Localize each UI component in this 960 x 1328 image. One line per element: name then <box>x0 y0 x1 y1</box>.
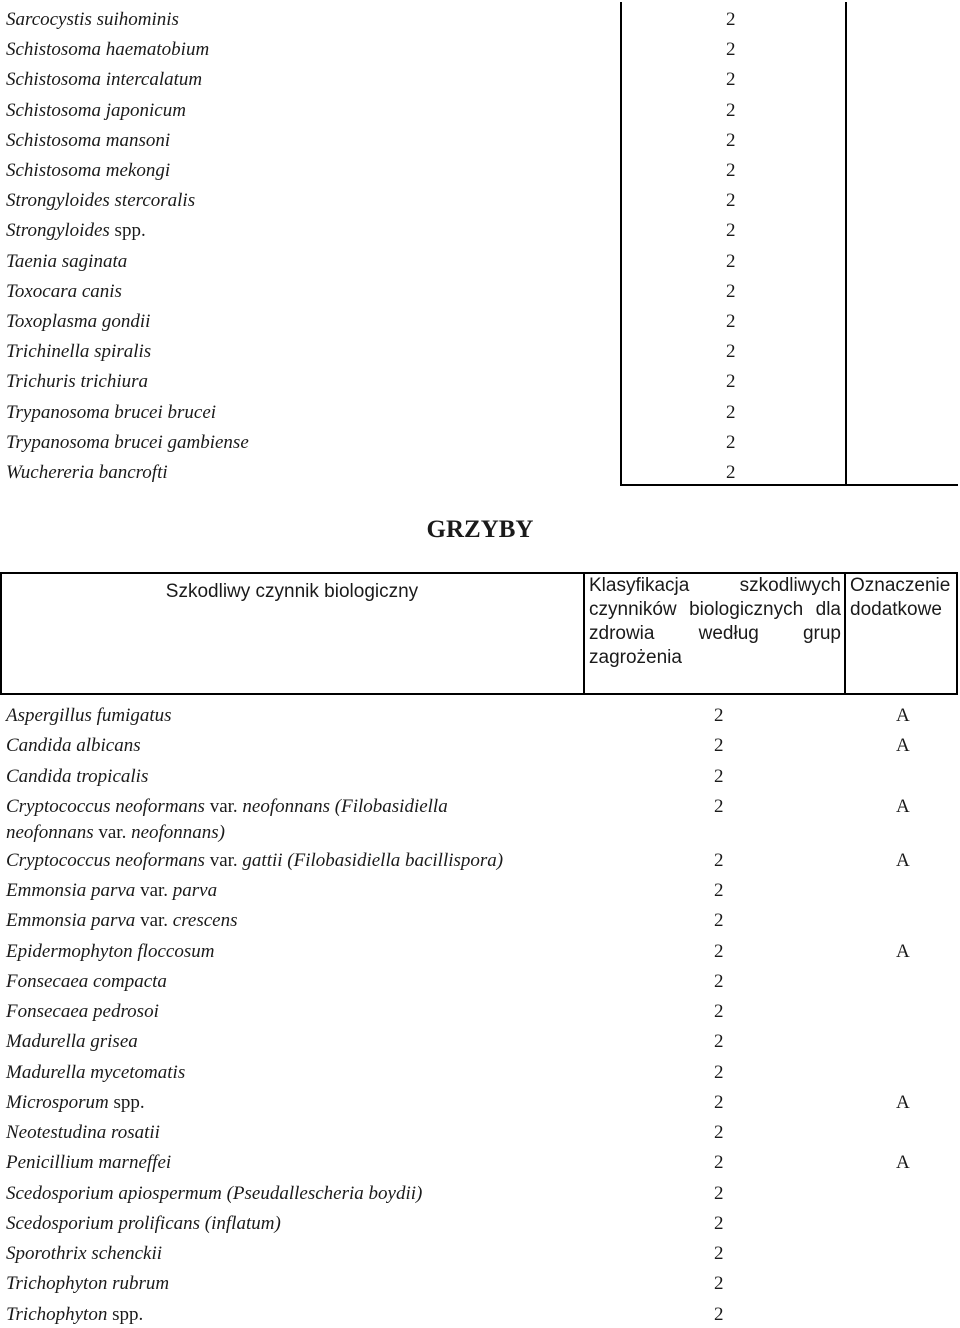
organism-name: Toxocara canis <box>6 280 122 302</box>
list-item <box>6 126 756 156</box>
organism-name: Scedosporium prolificans (inflatum) <box>6 1212 281 1234</box>
organism-name: Emmonsia parva var. crescens <box>6 910 238 932</box>
risk-group: 2 <box>726 462 736 483</box>
organism-name: Trypanosoma brucei gambiense <box>6 431 249 453</box>
fungi-table <box>0 572 960 1328</box>
organism-name: Schistosoma haematobium <box>6 39 210 61</box>
list-item <box>6 247 756 277</box>
organism-name: Schistosoma intercalatum <box>6 69 203 91</box>
list-item <box>6 156 756 186</box>
risk-group: 2 <box>714 735 724 757</box>
header-classification: Klasyfikacja szkodliwych czynników biologicznych dla zdrowia według grup zagrożenia <box>589 575 841 668</box>
risk-group: 2 <box>726 160 736 181</box>
organism-name: Aspergillus fumigatus <box>6 705 172 726</box>
header-agent: Szkodliwy czynnik biologiczny <box>165 581 419 602</box>
list-item <box>6 96 756 126</box>
risk-group: 2 <box>714 1031 724 1053</box>
risk-group: 2 <box>714 765 724 787</box>
list-item <box>6 216 756 246</box>
risk-group: 2 <box>726 341 736 363</box>
additional-marking: A <box>896 795 910 817</box>
risk-group: 2 <box>714 1091 724 1113</box>
list-item <box>6 307 756 337</box>
organism-name: Toxoplasma gondii <box>6 311 151 332</box>
risk-group: 2 <box>714 970 724 992</box>
list-item <box>6 367 756 397</box>
organism-name: Fonsecaea pedrosoi <box>6 1001 159 1022</box>
risk-group: 2 <box>714 940 724 962</box>
risk-group: 2 <box>714 1122 724 1143</box>
organism-name: Microsporum spp. <box>6 1091 145 1113</box>
additional-marking: A <box>896 1091 910 1113</box>
list-item <box>6 277 756 307</box>
organism-name: Emmonsia parva var. parva <box>6 880 218 901</box>
list-item <box>6 337 756 367</box>
header-additional-marking: Oznaczenie dodatkowe <box>850 575 951 620</box>
risk-group: 2 <box>714 880 724 901</box>
organism-name: Cryptococcus neoformans var. gattii (Filobasidiella bacillispora) <box>6 849 504 871</box>
organism-name: Cryptococcus neoformans var. neofonnans (Filobasidiella neofonnans var. neofonnans) <box>6 795 448 843</box>
header-bottom-rule <box>0 693 958 695</box>
risk-group: 2 <box>714 1061 724 1083</box>
organism-name: Strongyloides spp. <box>6 220 146 242</box>
organism-name: Schistosoma mansoni <box>6 129 171 151</box>
risk-group: 2 <box>726 99 736 121</box>
organism-name: Scedosporium apiospermum (Pseudallescheria boydii) <box>6 1182 423 1204</box>
list-item <box>6 458 756 488</box>
list-item <box>6 65 756 95</box>
risk-group: 2 <box>714 910 724 932</box>
list-item <box>6 186 756 216</box>
risk-group: 2 <box>714 1182 724 1204</box>
additional-marking: A <box>896 705 910 726</box>
risk-group: 2 <box>714 1243 724 1264</box>
organism-name: Strongyloides stercoralis <box>6 190 196 212</box>
risk-group: 2 <box>726 9 736 30</box>
risk-group: 2 <box>714 1001 724 1022</box>
additional-marking: A <box>896 1152 910 1174</box>
risk-group: 2 <box>726 401 736 423</box>
risk-group: 2 <box>714 795 724 817</box>
risk-group: 2 <box>726 69 736 91</box>
organism-name: Neotestudina rosatii <box>6 1122 160 1143</box>
organism-name: Sporothrix schenckii <box>6 1243 163 1264</box>
column-divider <box>845 2 847 486</box>
organism-name: Madurella grisea <box>6 1031 138 1053</box>
list-item <box>6 35 756 65</box>
organism-name: Trichuris trichiura <box>6 371 148 393</box>
risk-group: 2 <box>726 220 736 242</box>
risk-group: 2 <box>726 311 736 332</box>
organism-name: Taenia saginata <box>6 250 128 272</box>
parasites-section <box>0 0 960 488</box>
organism-name: Trichinella spiralis <box>6 341 152 363</box>
organism-name: Wuchereria bancrofti <box>6 462 168 483</box>
organism-name: Sarcocystis suihominis <box>6 9 179 30</box>
organism-name: Fonsecaea compacta <box>6 970 167 992</box>
organism-name: Trypanosoma brucei brucei <box>6 401 217 423</box>
risk-group: 2 <box>714 1152 724 1174</box>
risk-group: 2 <box>726 39 736 61</box>
list-item <box>6 5 756 35</box>
additional-marking: A <box>896 849 910 871</box>
organism-name: Penicillium marneffei <box>6 1152 172 1174</box>
risk-group: 2 <box>726 280 736 302</box>
risk-group: 2 <box>714 1212 724 1234</box>
list-item <box>6 398 756 428</box>
column-divider <box>844 572 846 693</box>
risk-group: 2 <box>714 1303 724 1325</box>
organism-name: Candida albicans <box>6 735 141 757</box>
list-item <box>6 428 756 458</box>
section-title: GRZYBY <box>426 516 534 543</box>
organism-name: Madurella mycetomatis <box>6 1061 186 1083</box>
organism-name: Schistosoma japonicum <box>6 99 186 121</box>
additional-marking: A <box>896 940 910 962</box>
risk-group: 2 <box>714 705 724 726</box>
risk-group: 2 <box>726 129 736 151</box>
organism-name: Trichophyton spp. <box>6 1303 144 1325</box>
organism-name: Schistosoma mekongi <box>6 160 171 181</box>
risk-group: 2 <box>726 371 736 393</box>
organism-name: Epidermophyton floccosum <box>6 940 215 962</box>
organism-name: Candida tropicalis <box>6 765 149 787</box>
organism-name: Trichophyton rubrum <box>6 1273 170 1295</box>
risk-group: 2 <box>714 849 724 871</box>
additional-marking: A <box>896 735 910 757</box>
risk-group: 2 <box>726 190 736 212</box>
risk-group: 2 <box>726 250 736 272</box>
risk-group: 2 <box>714 1273 724 1295</box>
risk-group: 2 <box>726 431 736 453</box>
